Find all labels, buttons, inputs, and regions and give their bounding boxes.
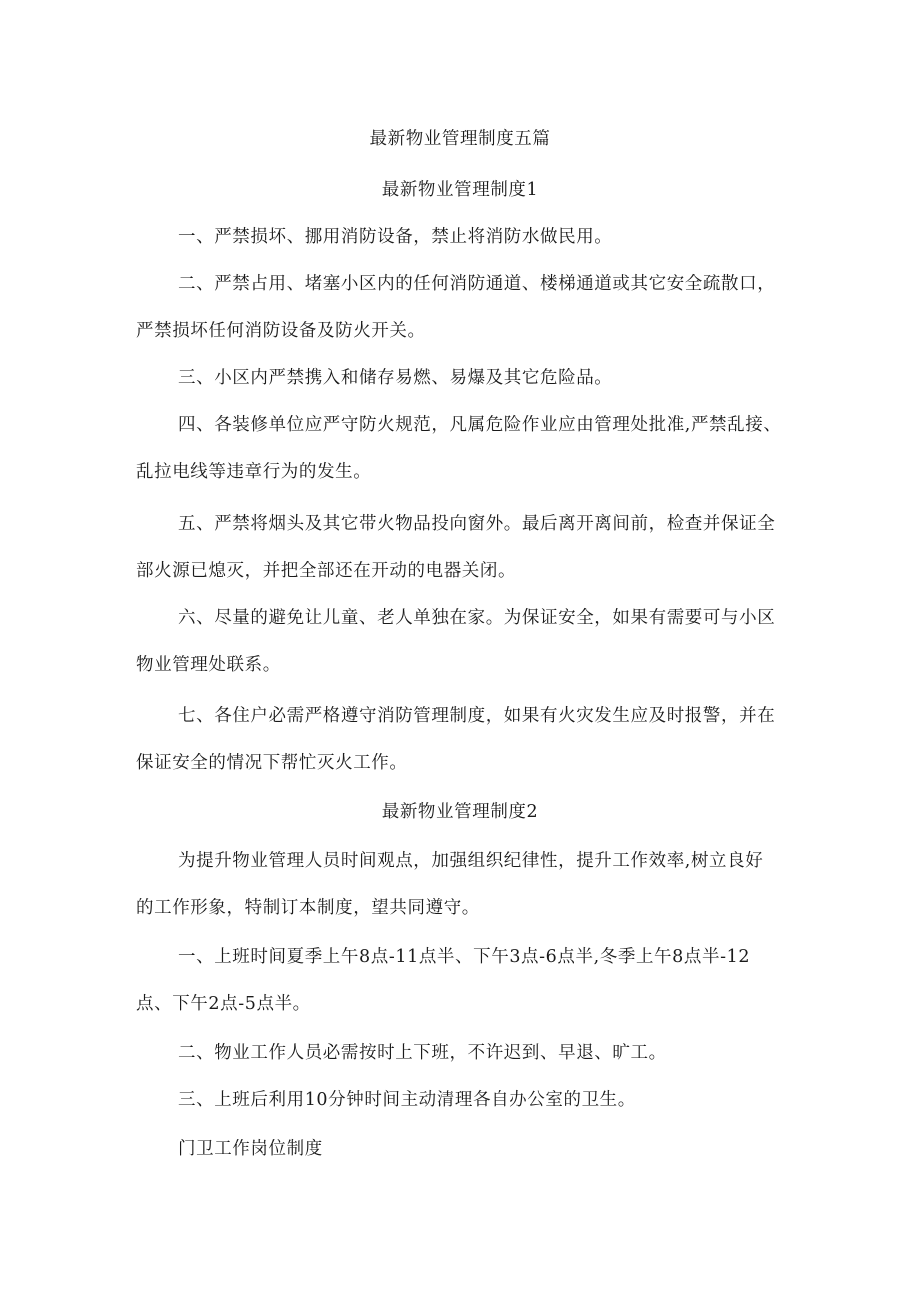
paragraph-continuation: 乱拉电线等违章行为的发生。 — [136, 462, 372, 482]
paragraph-continuation: 部火源已熄灭，并把全部还在开动的电器关闭。 — [136, 561, 517, 581]
paragraph-continuation: 点、下午2点-5点半。 — [136, 994, 311, 1014]
paragraph-continuation: 的工作形象，特制订本制度，望共同遵守。 — [136, 898, 480, 918]
section-heading-2: 最新物业管理制度2 — [381, 802, 539, 822]
paragraph: 三、上班后利用10分钟时间主动清理各自办公室的卫生。 — [178, 1090, 636, 1110]
paragraph: 七、各住户必需严格遵守消防管理制度，如果有火灾发生应及时报警，并在 — [178, 706, 776, 726]
paragraph: 二、物业工作人员必需按时上下班，不许迟到、早退、旷工。 — [178, 1043, 667, 1063]
paragraph: 二、严禁占用、堵塞小区内的任何消防通道、楼梯通道或其它安全疏散口， — [178, 274, 776, 294]
paragraph-continuation: 保证安全的情况下帮忙灭火工作。 — [136, 753, 408, 773]
paragraph: 三、小区内严禁携入和储存易燃、易爆及其它危险品。 — [178, 368, 613, 388]
paragraph: 一、严禁损坏、挪用消防设备，禁止将消防水做民用。 — [178, 227, 613, 247]
paragraph: 为提升物业管理人员时间观点，加强组织纪律性，提升工作效率,树立良好 — [178, 851, 764, 871]
paragraph-continuation: 物业管理处联系。 — [136, 655, 281, 675]
paragraph: 门卫工作岗位制度 — [178, 1139, 323, 1159]
document-title: 最新物业管理制度五篇 — [369, 129, 551, 149]
paragraph: 六、尽量的避免让儿童、老人单独在家。为保证安全，如果有需要可与小区 — [178, 608, 776, 628]
paragraph: 一、上班时间夏季上午8点-11点半、下午3点-6点半,冬季上午8点半-12 — [178, 947, 751, 967]
paragraph: 五、严禁将烟头及其它带火物品投向窗外。最后离开离间前，检查并保证全 — [178, 514, 776, 534]
paragraph-continuation: 严禁损坏任何消防设备及防火开关。 — [136, 321, 426, 341]
section-heading-1: 最新物业管理制度1 — [381, 180, 539, 200]
paragraph: 四、各装修单位应严守防火规范，凡属危险作业应由管理处批准,严禁乱接、 — [178, 415, 782, 435]
